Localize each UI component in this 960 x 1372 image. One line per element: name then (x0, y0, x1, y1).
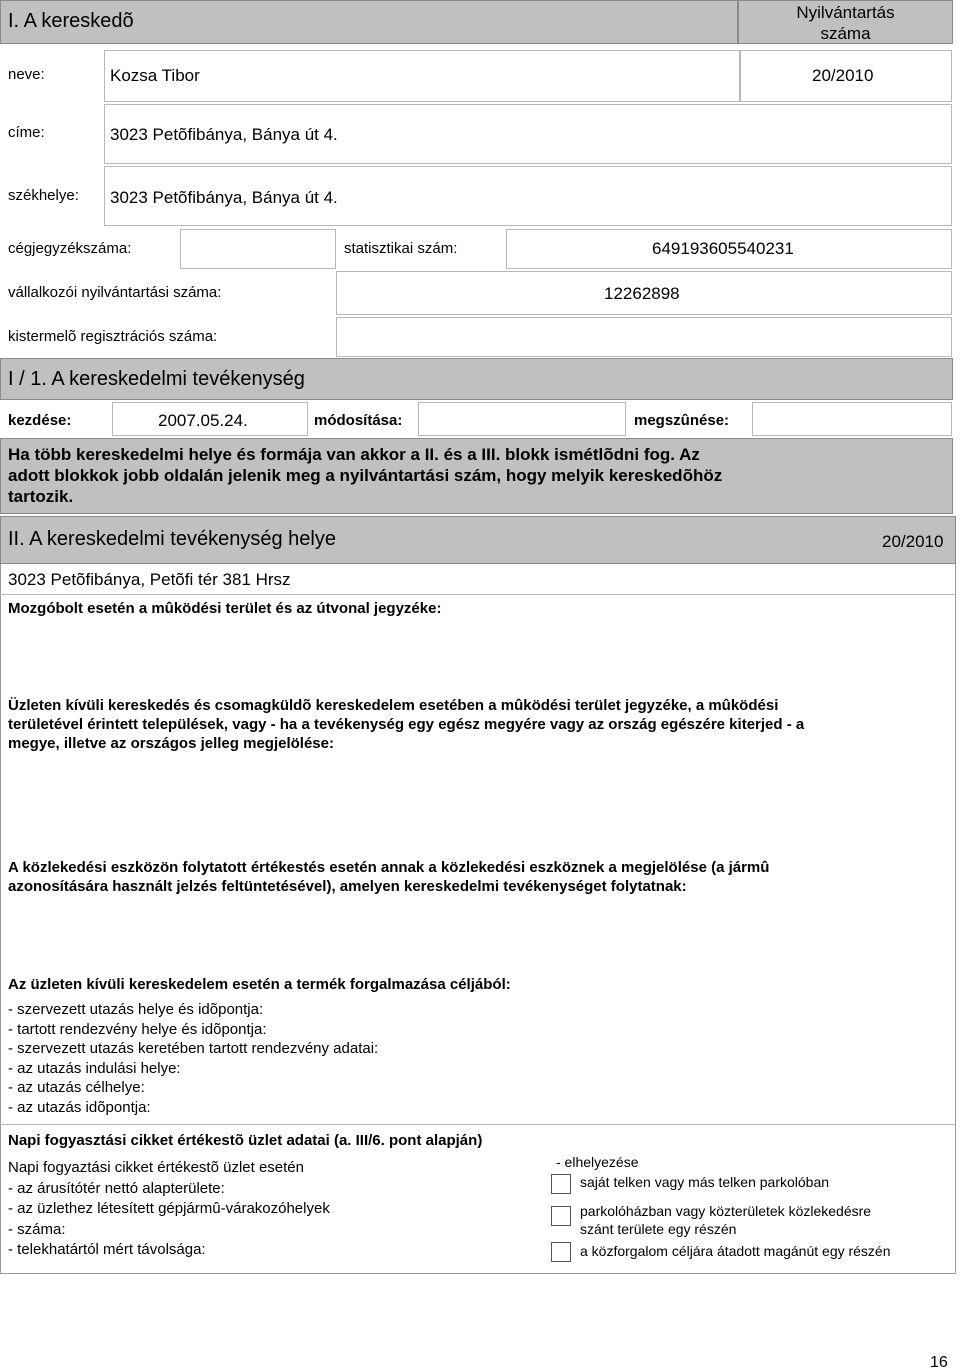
shop-item: Napi fogyaztási cikket értékestõ üzlet esetén (8, 1159, 304, 1176)
company-reg-label: cégjegyzékszáma: (8, 240, 132, 257)
vehicle-line1: A közlekedési eszközön folytatott értékestés esetén annak a közlekedési eszköznek a megjelölése (a jármû (8, 859, 770, 876)
location-divider (0, 594, 956, 595)
shop-item: - az árusítótér nettó alapterülete: (8, 1179, 225, 1197)
promo-item: - az utazás célhelye: (8, 1079, 145, 1096)
end-field (752, 402, 952, 436)
option-private-road-label: a közforgalom céljára átadott magánút egy részén (580, 1243, 891, 1259)
option-private-road-checkbox[interactable] (551, 1242, 571, 1262)
end-label: megszûnése: (634, 412, 730, 429)
placement-label: - elhelyezése (556, 1154, 639, 1170)
reg-number-header (738, 2, 953, 44)
note-line2: adott blokkok jobb oldalán jelenik meg a nyilvántartási szám, hogy melyik kereskedõhöz (8, 466, 723, 485)
reg-header-line2: száma (820, 24, 871, 43)
shop-list (8, 1158, 330, 1261)
promo-item: - az utazás idõpontja: (8, 1098, 151, 1116)
address-value: 3023 Petõfibánya, Bánya út 4. (110, 125, 338, 144)
option-parking-garage-checkbox[interactable] (551, 1206, 571, 1226)
stat-label: statisztikai szám: (344, 240, 458, 257)
reg-header-line1: Nyilvántartás (796, 3, 895, 22)
note-line1: Ha több kereskedelmi helye és formája van akkor a II. és a III. blokk ismétlõdni fog. Az (8, 445, 700, 464)
note-text (8, 444, 722, 507)
stat-value: 649193605540231 (652, 239, 794, 258)
option-own-lot-checkbox[interactable] (551, 1174, 571, 1194)
entrepreneur-label: vállalkozói nyilvántartási száma: (8, 284, 222, 301)
outside-line3: megye, illetve az országos jelleg megjelölése: (8, 735, 334, 752)
entrepreneur-value: 12262898 (604, 284, 680, 303)
name-value: Kozsa Tibor (110, 66, 200, 85)
option-parking-garage-label (580, 1202, 871, 1238)
start-label: kezdése: (8, 412, 72, 429)
vehicle-text (8, 858, 769, 896)
outside-shop-text (8, 696, 804, 753)
promo-item: - szervezett utazás helye és idõpontja: (8, 1001, 264, 1018)
shop-title: Napi fogyasztási cikket értékestõ üzlet adatai (a. III/6. pont alapján) (8, 1132, 483, 1149)
mobile-shop-label: Mozgóbolt esetén a mûködési terület és az útvonal jegyzéke: (8, 600, 442, 617)
option2-line2: szánt területe egy részén (580, 1221, 737, 1237)
start-value: 2007.05.24. (158, 411, 248, 430)
farmer-label: kistermelõ regisztrációs száma: (8, 328, 218, 345)
section1-1-title: I / 1. A kereskedelmi tevékenység (8, 368, 305, 390)
option-own-lot-label: saját telken vagy más telken parkolóban (580, 1174, 830, 1190)
promo-title: Az üzleten kívüli kereskedelem esetén a termék forgalmazása céljából: (8, 976, 511, 993)
promo-item: - tartott rendezvény helye és idõpontja: (8, 1020, 267, 1038)
section1-title: I. A kereskedõ (8, 10, 134, 32)
seat-label: székhelye: (8, 187, 79, 204)
reg-number-value: 20/2010 (812, 66, 874, 85)
location-value: 3023 Petõfibánya, Petõfi tér 381 Hrsz (8, 570, 291, 589)
farmer-field (336, 317, 952, 357)
address-label: címe: (8, 124, 45, 141)
shop-item: - telekhatártól mért távolsága: (8, 1241, 206, 1258)
promo-divider (0, 1124, 956, 1125)
modification-field (418, 402, 626, 436)
promo-list (8, 1000, 378, 1117)
outside-line2: területével érintett települések, vagy - ha a tevékenység egy egész megyére vagy az ország egészére kiterjed - a (8, 716, 805, 733)
promo-item: - szervezett utazás keretében tartott rendezvény adatai: (8, 1040, 379, 1057)
option2-line1: parkolóházban vagy közterületek közlekedésre (580, 1203, 872, 1219)
shop-item: - száma: (8, 1220, 66, 1238)
promo-item: - az utazás indulási helye: (8, 1059, 181, 1077)
section2-title: II. A kereskedelmi tevékenység helye (8, 528, 336, 550)
page-number: 16 (930, 1354, 948, 1371)
company-reg-field (180, 229, 336, 269)
section2-reg-number: 20/2010 (882, 532, 944, 551)
seat-value: 3023 Petõfibánya, Bánya út 4. (110, 188, 338, 207)
outside-line1: Üzleten kívüli kereskedés és csomagküldõ kereskedelem esetében a mûködési terület jegyzéke, a mûködési (8, 697, 779, 714)
note-line3: tartozik. (8, 487, 74, 506)
vehicle-line2: azonosítására használt jelzés feltüntetésével), amelyen kereskedelmi tevékenységet folytatnak: (8, 878, 687, 895)
modification-label: módosítása: (314, 412, 403, 429)
shop-item: - az üzlethez létesített gépjármû-várakozóhelyek (8, 1200, 330, 1217)
name-label: neve: (8, 66, 45, 83)
